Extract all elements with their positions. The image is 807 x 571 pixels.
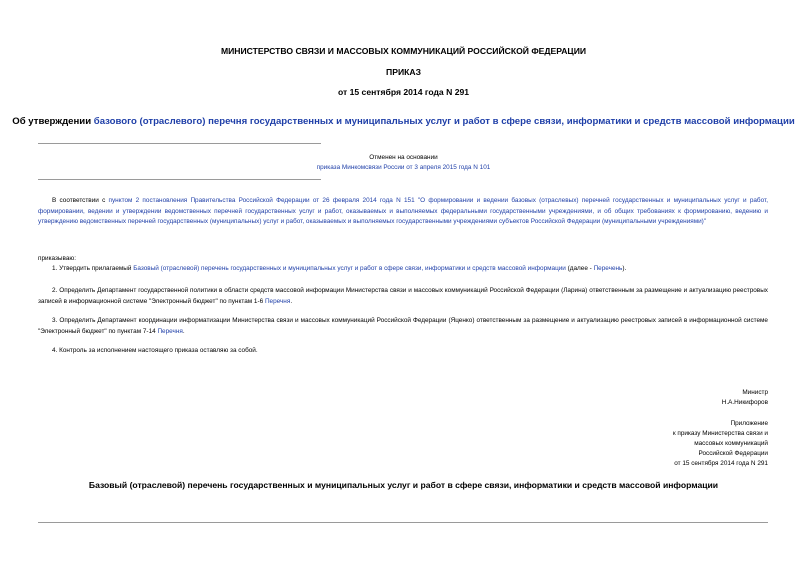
preamble-link[interactable]: пунктом 2 постановления Правительства Российской Федерации от 26 февраля 2014 года N 151 "О формировании и ведении базовых (отраслевых) перечней государственных и муниципальных услуг и работ, формировании, ведении и утверждении ведомственных перечней государственных услуг и работ, оказываемых и выполняемых федеральными государственными учреждениями, и об общих требованиях к формированию, ведению и утверждению ведомственных перечней государственных (муниципальных) услуг и работ, оказываемых и выполняемых государственными учреждениями субъектов Российской Федерации (муниципальными учреждениями)"	[38, 197, 768, 226]
ministry-title: МИНИСТЕРСТВО СВЯЗИ И МАССОВЫХ КОММУНИКАЦИЙ РОССИЙСКОЙ ФЕДЕРАЦИИ	[220, 46, 587, 56]
divider	[38, 143, 321, 144]
revocation-text: Отменен на основании	[369, 154, 438, 161]
order-word: приказываю:	[38, 255, 76, 262]
item-1-text: 1. Утвердить прилагаемый	[52, 265, 134, 272]
item-2	[38, 286, 768, 307]
doc-subject	[0, 116, 807, 127]
item-3-link[interactable]: Перечня	[157, 327, 183, 335]
item-2-text-b: .	[290, 297, 293, 305]
signature-name: Н.А.Никифоров	[721, 399, 768, 406]
doc-date-number: от 15 сентября 2014 года N 291	[337, 87, 470, 97]
bottom-divider	[38, 522, 768, 523]
appendix-note-line-3: массовых коммуникаций	[694, 440, 768, 447]
doc-type: ПРИКАЗ	[386, 67, 421, 77]
item-1-text-c: ).	[622, 265, 627, 272]
item-2-text: 2. Определить Департамент государственной политики в области средств массовой информации Министерства связи и массовых коммуникаций Российской Федерации (Ларина) ответственным за размещение и актуализацию реестровых записей в информационной системе "Электронный бюджет" по пунктам 1-6	[38, 287, 768, 305]
subject-link[interactable]: базового (отраслевого) перечня государственных и муниципальных услуг и работ в сфере связи, информатики и средств массовой информации	[93, 116, 795, 127]
item-1-text-b: (далее -	[565, 265, 594, 272]
item-4: 4. Контроль за исполнением настоящего приказа оставляю за собой.	[52, 347, 258, 354]
item-3	[38, 316, 768, 337]
appendix-note-line-2: к приказу Министерства связи и	[672, 430, 768, 437]
appendix-note-line-1: Приложение	[730, 420, 768, 427]
preamble-text: В соответствии с	[52, 197, 109, 204]
item-2-link[interactable]: Перечня	[264, 297, 291, 305]
subject-prefix: Об утверждении	[12, 116, 94, 127]
revocation-link[interactable]: приказа Минкомсвязи России от 3 апреля 2015 года N 101	[316, 164, 491, 171]
item-1	[38, 264, 768, 275]
divider	[38, 179, 321, 180]
appendix-title: Базовый (отраслевой) перечень государственных и муниципальных услуг и работ в сфере связи, информатики и средств массовой информации	[88, 480, 719, 490]
item-1-link[interactable]: Базовый (отраслевой) перечень государственных и муниципальных услуг и работ в сфере связи, информатики и средств массовой информации	[133, 265, 566, 272]
preamble-paragraph	[38, 196, 768, 228]
item-3-text: 3. Определить Департамент координации информатизации Министерства связи и массовых коммуникаций Российской Федерации (Яценко) ответственным за размещение и актуализацию реестровых записей в информационной системе "Электронный бюджет" по пунктам 7-14	[38, 317, 768, 335]
item-3-text-b: .	[182, 327, 185, 335]
signature-position: Министр	[742, 389, 768, 396]
appendix-note-line-4: Российской Федерации	[698, 450, 768, 457]
appendix-note-line-5: от 15 сентября 2014 года N 291	[674, 460, 768, 467]
item-1-link-perechen[interactable]: Перечень	[593, 265, 623, 272]
